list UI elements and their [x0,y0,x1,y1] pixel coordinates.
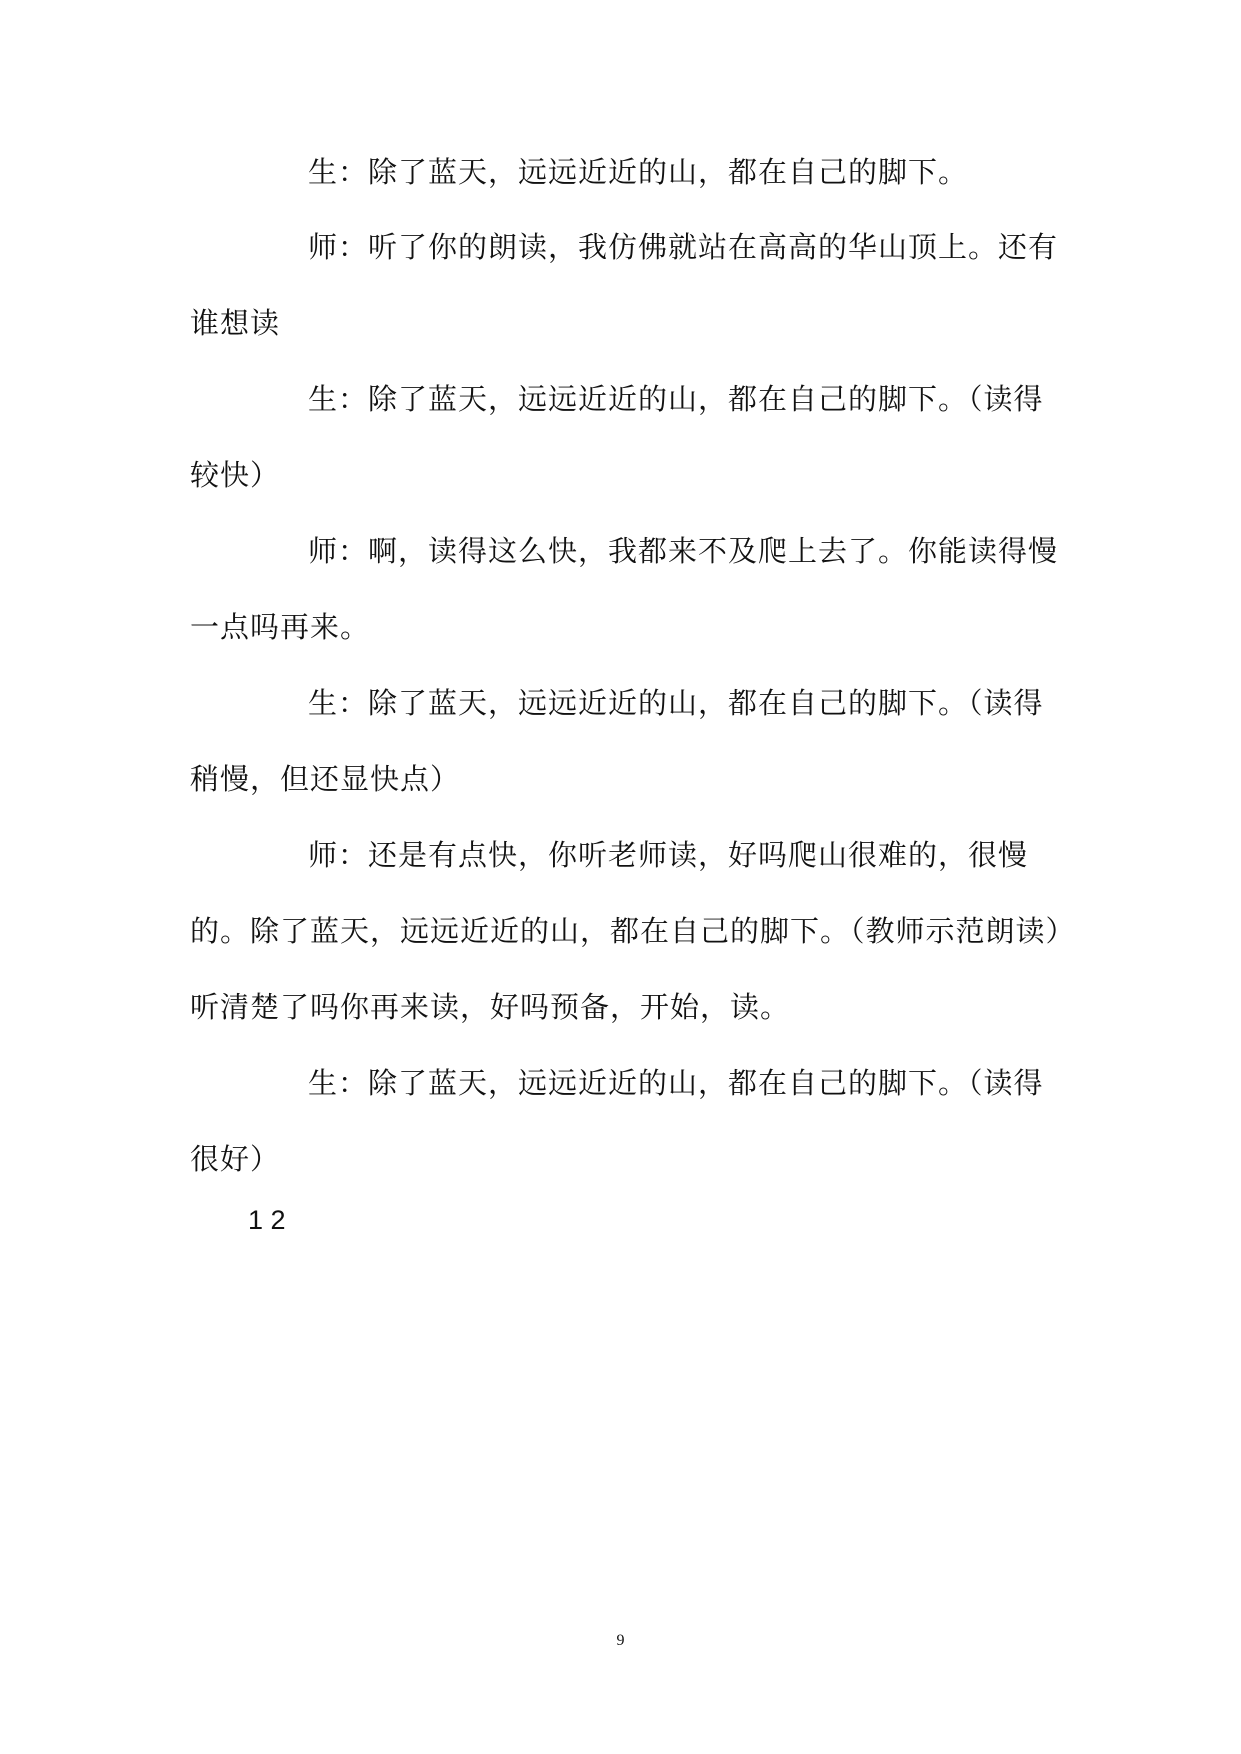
paragraph-teacher-line-2: 师：啊，读得这么快，我都来不及爬上去了。你能读得慢一点吗再来。 [190,534,1059,644]
paragraph-teacher-line-3: 师：还是有点快，你听老师读，好吗爬山很难的，很慢的。除了蓝天，远远近近的山，都在自己的脚下。（教师示范朗读）听清楚了吗你再来读，好吗预备，开始，读。 [190,838,1062,1024]
paragraph-student-line-2: 生：除了蓝天，远远近近的山，都在自己的脚下。（读得较快） [190,382,1044,492]
paragraph-teacher-line-1: 师：听了你的朗读，我仿佛就站在高高的华山顶上。还有谁想读 [190,230,1059,340]
paragraph-student-line-4: 生：除了蓝天，远远近近的山，都在自己的脚下。（读得很好） [190,1066,1044,1176]
paragraph-student-line-3: 生：除了蓝天，远远近近的山，都在自己的脚下。（读得稍慢，但还显快点） [190,686,1044,796]
paragraph-student-line-1: 生：除了蓝天，远远近近的山，都在自己的脚下。 [308,155,969,189]
page-number: 9 [616,1632,625,1649]
section-marker: 1 2 [248,1205,286,1235]
